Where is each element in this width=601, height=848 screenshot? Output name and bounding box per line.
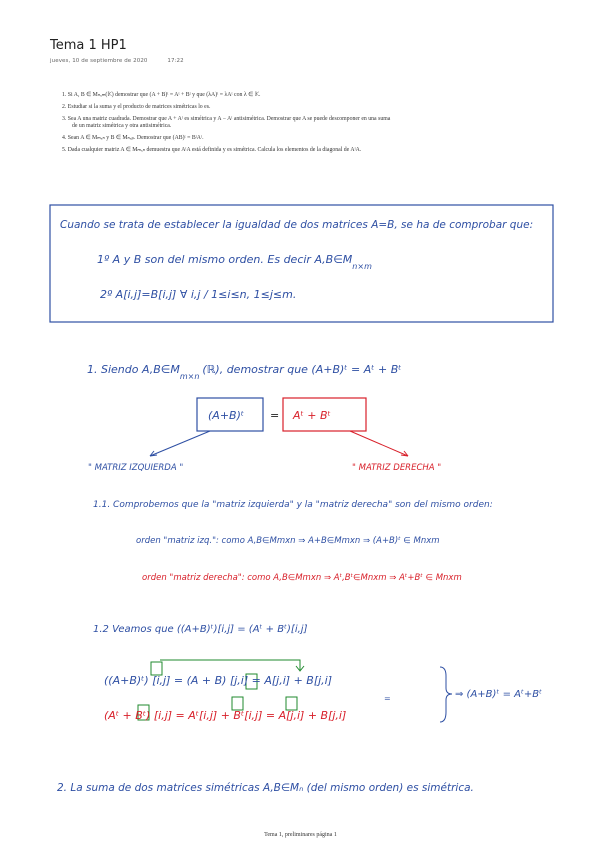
left-matrix-text: (A+B)ᵗ bbox=[208, 409, 245, 422]
date-text: jueves, 10 de septiembre de 2020 bbox=[50, 58, 148, 64]
left-label: " MATRIZ IZQUIERDA " bbox=[88, 463, 184, 473]
problem-4: 4. Sean A ∈ Mₘₓₙ y B ∈ Mₙₓₚ. Demostrar que (AB)ᵗ = BᵗAᵗ. bbox=[62, 135, 204, 141]
item-1-text: 1. Siendo A,B∈M bbox=[87, 363, 180, 376]
equation-2: (Aᵗ + Bᵗ) [i,j] = Aᵗ[i,j] + Bᵗ[i,j] = A[j,i] + B[j,i] bbox=[104, 709, 347, 722]
intro-text: Cuando se trata de establecer la igualdad de dos matrices A=B, se ha de comprobar que: bbox=[60, 219, 534, 231]
condition-1-text: 1º A y B son del mismo orden. Es decir A,B∈M bbox=[97, 253, 353, 266]
order-left: orden "matriz izq.": como A,B∈Mmxn ⇒ A+B∈Mmxn ⇒ (A+B)ᵗ ∈ Mnxm bbox=[136, 536, 440, 546]
equals-sign: = bbox=[270, 409, 280, 422]
green-arrow bbox=[160, 660, 300, 670]
page-footer: Tema 1, preliminares página 1 bbox=[264, 832, 337, 838]
equation-mid: = bbox=[384, 694, 391, 703]
item-1-rest: (ℝ), demostrar que (A+B)ᵗ = Aᵗ + Bᵗ bbox=[202, 363, 402, 376]
item-2: 2. La suma de dos matrices simétricas A,B∈Mₙ (del mismo orden) es simétrica. bbox=[57, 782, 474, 794]
problem-1: 1. Si A, B ∈ Mₙₓₘ(𝕂) demostrar que (A + B)ᵗ = Aᵗ + Bᵗ y que (λA)ᵗ = λAᵗ con λ ∈ 𝕂. bbox=[62, 92, 261, 98]
order-right: orden "matriz derecha": como A,B∈Mmxn ⇒ Aᵗ,Bᵗ∈Mnxm ⇒ Aᵗ+Bᵗ ∈ Mnxm bbox=[142, 573, 462, 583]
problem-2: 2. Estudiar si la suma y el producto de matrices simétricas lo es. bbox=[62, 104, 211, 110]
item-1 bbox=[87, 363, 402, 381]
condition-1-sub: n×m bbox=[352, 262, 372, 271]
time-text: 17:22 bbox=[167, 58, 184, 64]
equation-1: ((A+B)ᵗ) [i,j] = (A + B) [j,i] = A[j,i] + B[j,i] bbox=[104, 674, 333, 687]
problem-5: 5. Dada cualquier matriz A ∈ Mₘₓₙ demuestra que AᵗA está definida y es simétrica. Calcula los elementos de la diagonal de AᵗA. bbox=[62, 147, 362, 153]
section-1-1: 1.1. Comprobemos que la "matriz izquierda" y la "matriz derecha" son del mismo orden: bbox=[93, 500, 493, 510]
condition-1 bbox=[97, 253, 372, 271]
section-1-2: 1.2 Veamos que ((A+B)ᵗ)[i,j] = (Aᵗ + Bᵗ)[i,j] bbox=[93, 624, 308, 635]
left-arrow bbox=[150, 431, 210, 456]
right-matrix-text: Aᵗ + Bᵗ bbox=[293, 409, 331, 422]
right-label: " MATRIZ DERECHA " bbox=[352, 463, 442, 473]
problem-3: 3. Sea A una matriz cuadrada. Demostrar que A + Aᵗ es simétrica y A − Aᵗ antisimétrica. Demostrar que A se puede descomponer en una suma de un matriz simétrica y otra antisimétrica. bbox=[62, 116, 391, 129]
item-1-sub: m×n bbox=[179, 372, 200, 381]
condition-2: 2º A[i,j]=B[i,j] ∀ i,j / 1≤i≤n, 1≤j≤m. bbox=[100, 288, 297, 301]
page-title: Tema 1 HP1 bbox=[50, 38, 127, 53]
brace bbox=[440, 667, 452, 722]
conclusion: ⇒ (A+B)ᵗ = Aᵗ+Bᵗ bbox=[455, 689, 543, 700]
right-arrow bbox=[350, 431, 408, 456]
